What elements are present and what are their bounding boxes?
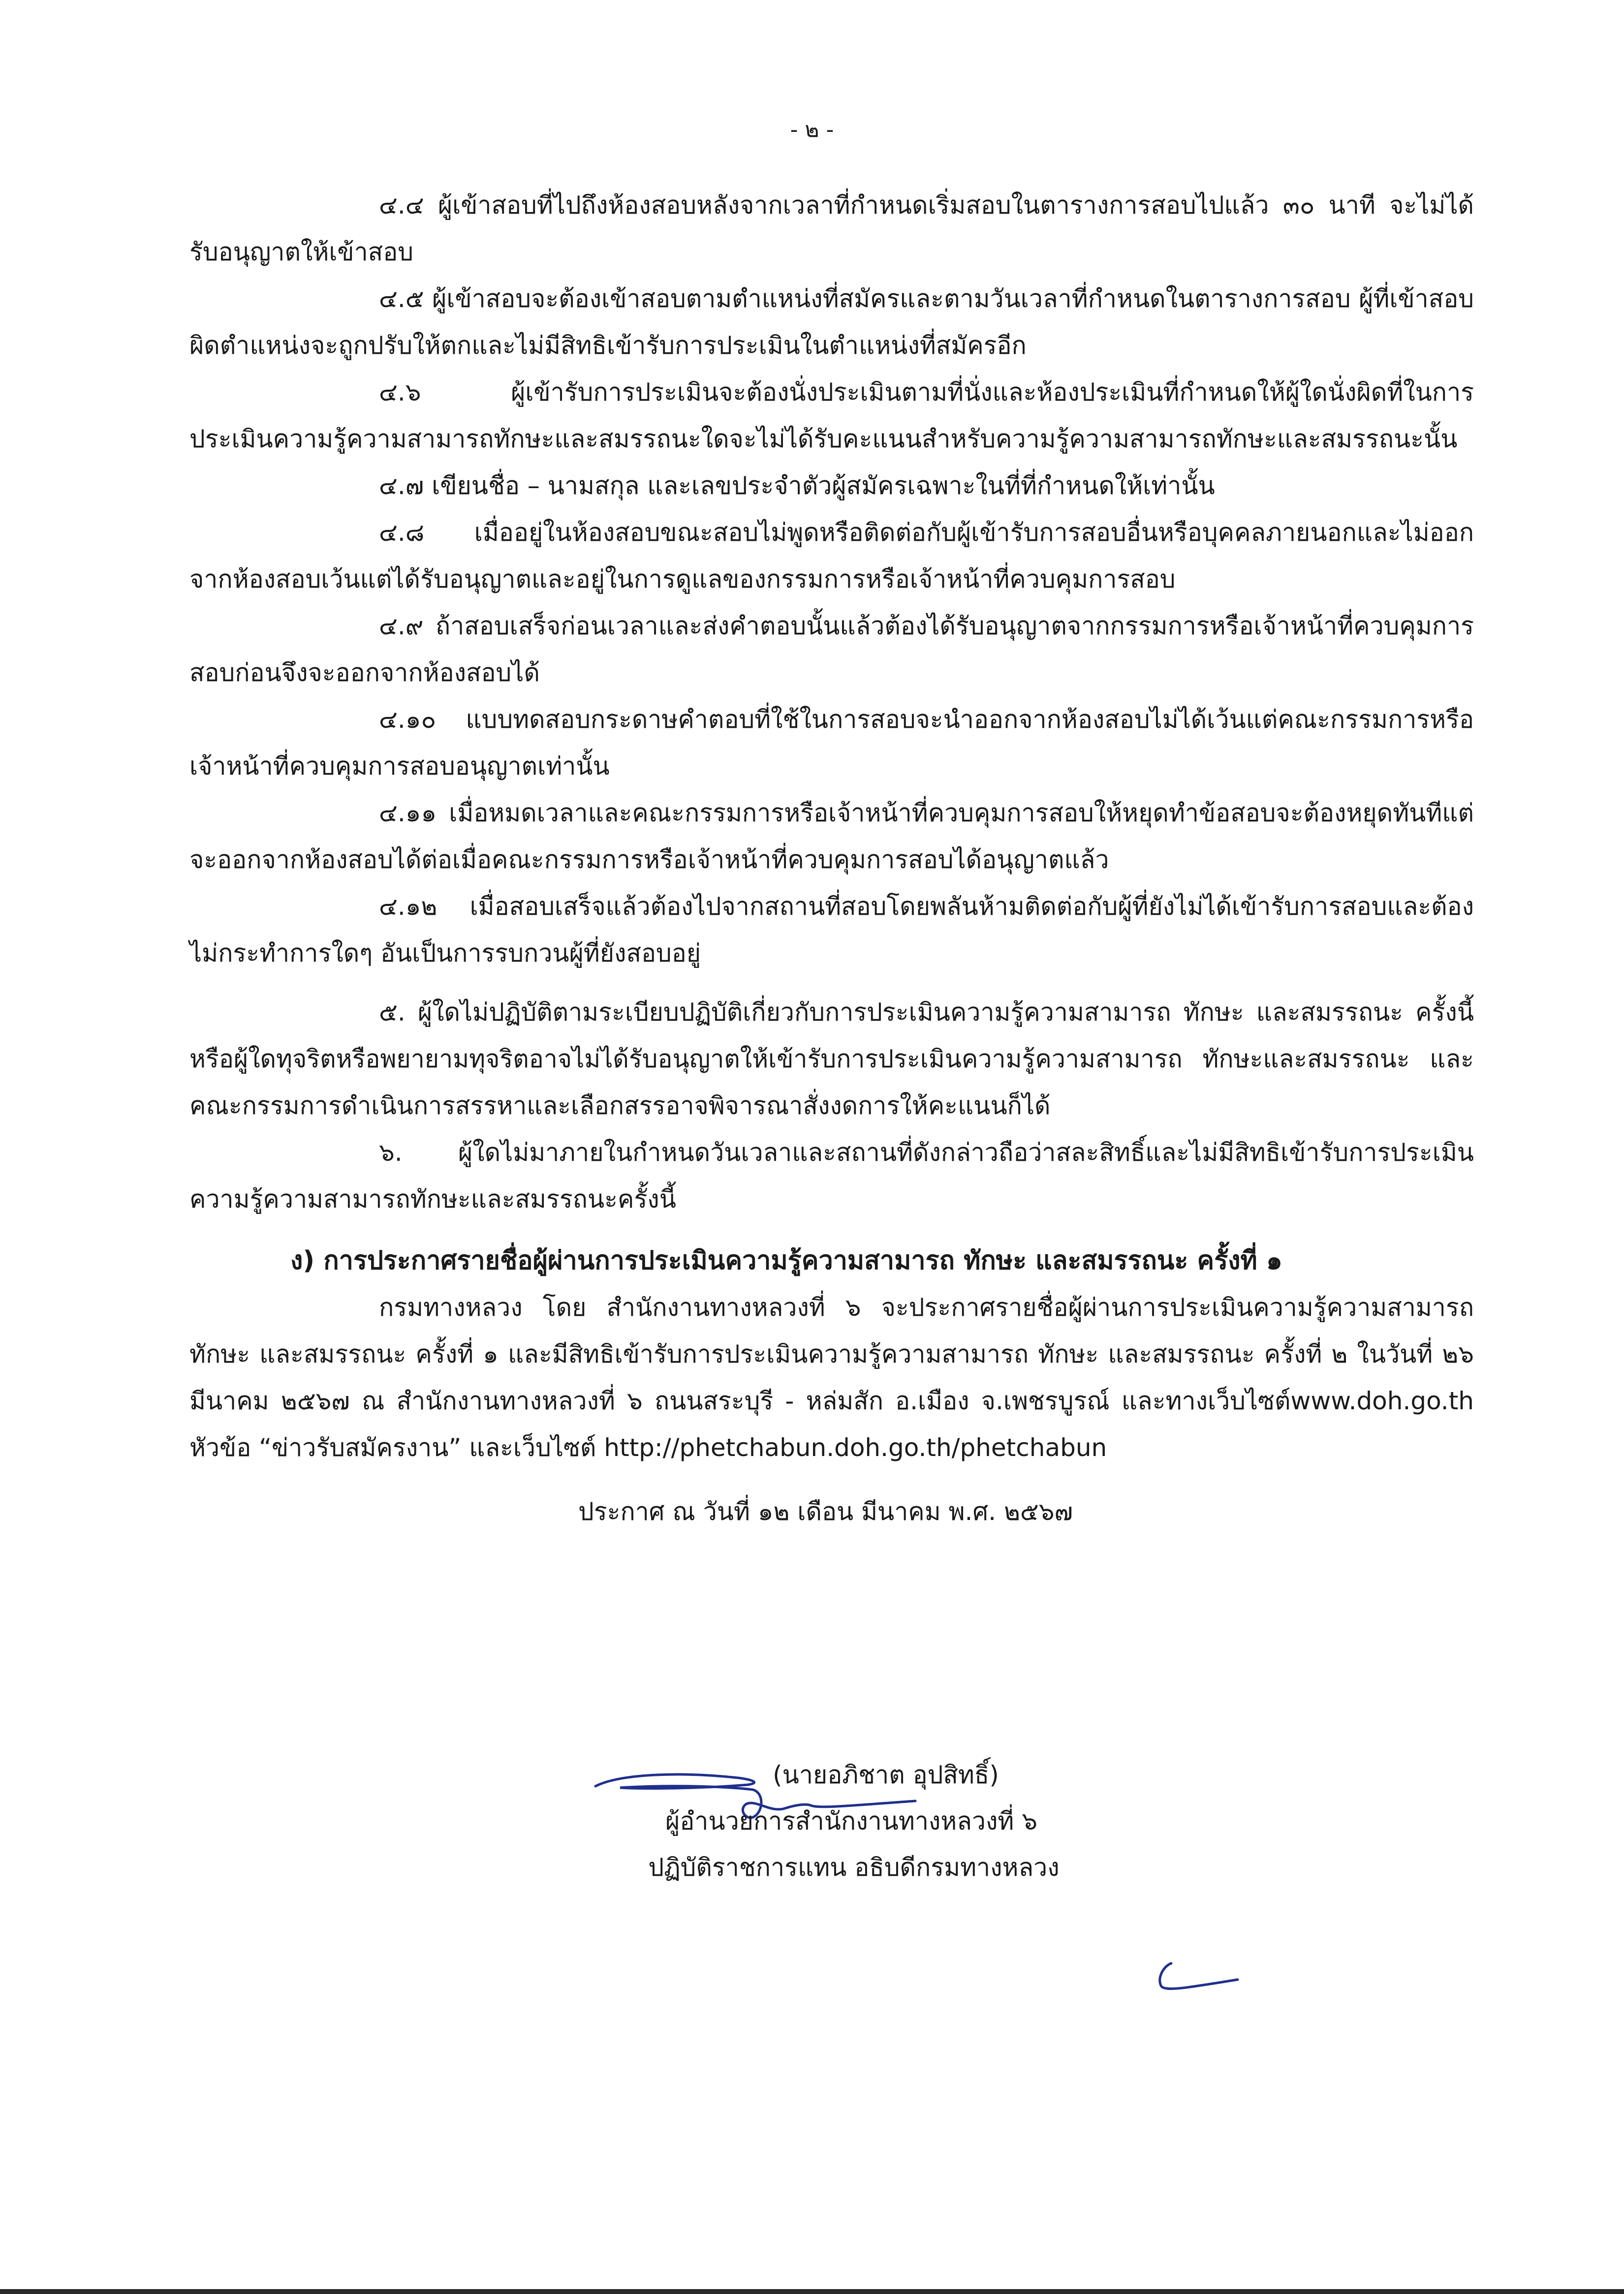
page-number: - ๒ -: [790, 117, 834, 142]
clause-4-6: ๔.๖ ผู้เข้ารับการประเมินจะต้องนั่งประเมินตามที่นั่งและห้องประเมินที่กำหนดให้ผู้ใดนั่งผิดที่ในการประเมินความรู้ความสามารถทักษะและสมรรถนะใดจะไม่ได้รับคะแนนสำหรับความรู้ความสามารถทักษะและสมรรถนะนั้น: [189, 378, 1474, 453]
signature-block: [0, 1752, 1624, 1891]
announcement-date: ประกาศ ณ วันที่ ๑๒ เดือน มีนาคม พ.ศ. ๒๕๖๗: [578, 1497, 1073, 1526]
clause-4-5: ๔.๕ ผู้เข้าสอบจะต้องเข้าสอบตามตำแหน่งที่สมัครและตามวันเวลาที่กำหนดในตารางการสอบ ผู้ที่เข้าสอบผิดตำแหน่งจะถูกปรับให้ตกและไม่มีสิทธิเข้ารับการประเมินในตำแหน่งที่สมัครอีก: [189, 284, 1474, 360]
handwritten-initial: [1147, 1956, 1245, 2000]
section-heading: ง) การประกาศรายชื่อผู้ผ่านการประเมินความรู้ความสามารถ ทักษะ และสมรรถนะ ครั้งที่ ๑: [290, 1246, 1282, 1275]
clause-5: ๕. ผู้ใดไม่ปฏิบัติตามระเบียบปฏิบัติเกี่ยวกับการประเมินความรู้ความสามารถ ทักษะ และสมรรถนะ ครั้งนี้ หรือผู้ใดทุจริตหรือพยายามทุจริตอาจไม่ได้รับอนุญาตให้เข้ารับการประเมินความรู้ความสามารถ ทักษะและสมรรถนะ และคณะกรรมการดำเนินการสรรหาและเลือกสรรอาจพิจารณาสั่งงดการให้คะแนนก็ได้: [189, 998, 1474, 1120]
clause-4-4: ๔.๔ ผู้เข้าสอบที่ไปถึงห้องสอบหลังจากเวลาที่กำหนดเริ่มสอบในตารางการสอบไปแล้ว ๓๐ นาที จะไม่ได้รับอนุญาตให้เข้าสอบ: [189, 191, 1474, 266]
announcement-paragraph: กรมทางหลวง โดย สำนักงานทางหลวงที่ ๖ จะประกาศรายชื่อผู้ผ่านการประเมินความรู้ความสามารถ ทักษะ และสมรรถนะ ครั้งที่ ๑ และมีสิทธิเข้ารับการประเมินความรู้ความสามารถ ทักษะ และสมรรถนะ ครั้งที่ ๒ ในวันที่ ๒๖ มีนาคม ๒๕๖๗ ณ สำนักงานทางหลวงที่ ๖ ถนนสระบุรี - หล่มสัก อ.เมือง จ.เพชรบูรณ์ และทางเว็บไซต์www.doh.go.th หัวข้อ “ข่าวรับสมัครงาน” และเว็บไซต์ http://phetchabun.doh.go.th/phetchabun: [189, 1293, 1474, 1462]
clause-6: ๖. ผู้ใดไม่มาภายในกำหนดวันเวลาและสถานที่ดังกล่าวถือว่าสละสิทธิ์และไม่มีสิทธิเข้ารับการประเมินความรู้ความสามารถทักษะและสมรรถนะครั้งนี้: [189, 1138, 1474, 1213]
clause-4-10: ๔.๑๐ แบบทดสอบกระดาษคำตอบที่ใช้ในการสอบจะนำออกจากห้องสอบไม่ได้เว้นแต่คณะกรรมการหรือเจ้าหน้าที่ควบคุมการสอบอนุญาตเท่านั้น: [189, 705, 1474, 780]
clause-4-11: ๔.๑๑ เมื่อหมดเวลาและคณะกรรมการหรือเจ้าหน้าที่ควบคุมการสอบให้หยุดทำข้อสอบจะต้องหยุดทันทีแต่จะออกจากห้องสอบได้ต่อเมื่อคณะกรรมการหรือเจ้าหน้าที่ควบคุมการสอบได้อนุญาตแล้ว: [189, 799, 1474, 874]
signatory-title: ผู้อำนวยการสำนักงานทางหลวงที่ ๖: [665, 1807, 1037, 1835]
clause-4-12: ๔.๑๒ เมื่อสอบเสร็จแล้วต้องไปจากสถานที่สอบโดยพลันห้ามติดต่อกับผู้ที่ยังไม่ได้เข้ารับการสอบและต้องไม่กระทำการใดๆ อันเป็นการรบกวนผู้ที่ยังสอบอยู่: [189, 892, 1474, 967]
signatory-acting: ปฏิบัติราชการแทน อธิบดีกรมทางหลวง: [648, 1853, 1060, 1882]
clause-4-7: ๔.๗ เขียนชื่อ – นามสกุล และเลขประจำตัวผู้สมัครเฉพาะในที่ที่กำหนดให้เท่านั้น: [379, 471, 1215, 500]
signatory-name: (นายอภิชาต อุปสิทธิ์): [773, 1761, 999, 1789]
document-body: [189, 182, 1474, 1535]
clause-4-8: ๔.๘ เมื่ออยู่ในห้องสอบขณะสอบไม่พูดหรือติดต่อกับผู้เข้ารับการสอบอื่นหรือบุคคลภายนอกและไม่ออกจากห้องสอบเว้นแต่ได้รับอนุญาตและอยู่ในการดูแลของกรรมการหรือเจ้าหน้าที่ควบคุมการสอบ: [189, 518, 1474, 593]
scan-bottom-edge: [0, 2289, 1624, 2294]
clause-4-9: ๔.๙ ถ้าสอบเสร็จก่อนเวลาและส่งคำตอบนั้นแล้วต้องได้รับอนุญาตจากกรรมการหรือเจ้าหน้าที่ควบคุมการสอบก่อนจึงจะออกจากห้องสอบได้: [189, 612, 1474, 687]
